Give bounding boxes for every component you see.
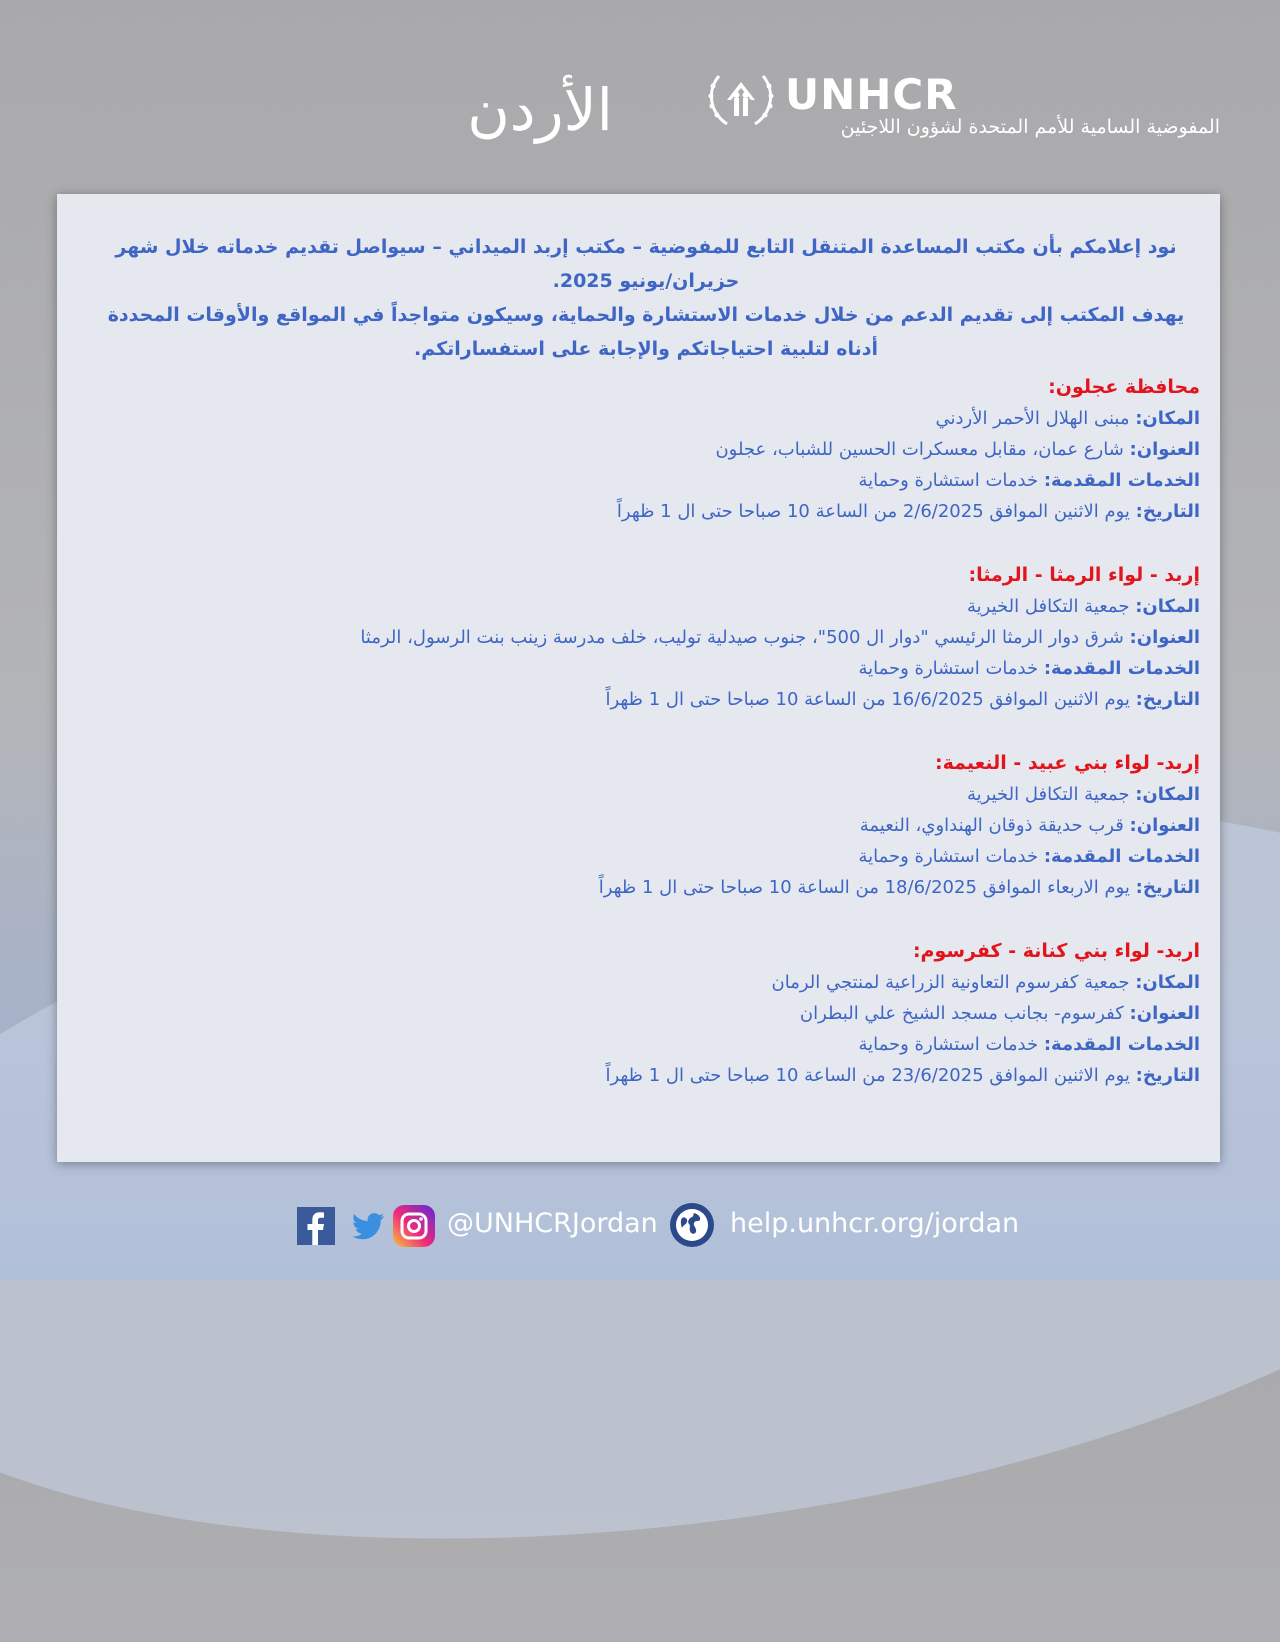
services-label: الخدمات المقدمة:: [1043, 470, 1200, 491]
address-value: شارع عمان، مقابل معسكرات الحسين للشباب، عجلون: [715, 439, 1124, 460]
services-label: الخدمات المقدمة:: [1043, 658, 1200, 679]
section-title: اربد- لواء بني كنانة - كفرسوم:: [912, 940, 1200, 962]
date-label: التاريخ:: [1135, 877, 1200, 898]
date-row: [92, 1060, 1200, 1091]
date-value: يوم الاثنين الموافق 2/6/2025 من الساعة 10 صباحا حتى ال 1 ظهراً: [616, 501, 1130, 522]
place-label: المكان:: [1135, 784, 1200, 805]
intro-line-2: يهدف المكتب إلى تقديم الدعم من خلال خدمات الاستشارة والحماية، وسيكون متواجداً في المواقع والأوقات المحددة أدناه لتلبية احتياجاتكم والإجابة على استفساراتكم.: [107, 304, 1185, 360]
services-label: الخدمات المقدمة:: [1043, 846, 1200, 867]
announcement-content: [92, 230, 1200, 1091]
services-row: [92, 841, 1200, 872]
address-row: [92, 998, 1200, 1029]
section-title: محافظة عجلون:: [1048, 376, 1200, 398]
social-handle[interactable]: @UNHCRJordan: [447, 1208, 658, 1239]
address-row: [92, 622, 1200, 653]
date-row: [92, 872, 1200, 903]
date-value: يوم الاربعاء الموافق 18/6/2025 من الساعة 10 صباحا حتى ال 1 ظهراً: [598, 877, 1130, 898]
location-section: [92, 372, 1200, 527]
place-value: مبنى الهلال الأحمر الأردني: [935, 408, 1130, 429]
date-row: [92, 684, 1200, 715]
date-label: التاريخ:: [1135, 501, 1200, 522]
instagram-icon[interactable]: [393, 1205, 435, 1247]
services-row: [92, 1029, 1200, 1060]
logo-text: UNHCR: [785, 70, 958, 119]
website-link[interactable]: help.unhcr.org/jordan: [730, 1208, 1020, 1239]
country-title: الأردن: [467, 76, 613, 144]
date-value: يوم الاثنين الموافق 23/6/2025 من الساعة 10 صباحا حتى ال 1 ظهراً: [605, 1065, 1130, 1086]
logo-subtitle: المفوضية السامية للأمم المتحدة لشؤون اللاجئين: [840, 116, 1220, 138]
section-title: إربد - لواء الرمثا - الرمثا:: [968, 564, 1200, 586]
place-row: [92, 403, 1200, 434]
services-value: خدمات استشارة وحماية: [858, 846, 1039, 867]
place-label: المكان:: [1135, 972, 1200, 993]
location-section: [92, 560, 1200, 715]
address-label: العنوان:: [1129, 627, 1200, 648]
unhcr-logo: [705, 68, 1220, 143]
section-title: إربد- لواء بني عبيد - النعيمة:: [935, 752, 1200, 774]
services-row: [92, 465, 1200, 496]
address-label: العنوان:: [1129, 439, 1200, 460]
globe-icon: [670, 1203, 714, 1247]
unhcr-emblem-icon: [705, 68, 777, 128]
place-row: [92, 967, 1200, 998]
address-value: شرق دوار الرمثا الرئيسي "دوار ال 500"، جنوب صيدلية توليب، خلف مدرسة زينب بنت الرسول، الرمثا: [360, 627, 1124, 648]
twitter-icon[interactable]: [349, 1207, 387, 1245]
services-label: الخدمات المقدمة:: [1043, 1034, 1200, 1055]
place-value: جمعية التكافل الخيرية: [967, 784, 1130, 805]
date-label: التاريخ:: [1135, 1065, 1200, 1086]
services-value: خدمات استشارة وحماية: [858, 1034, 1039, 1055]
facebook-icon[interactable]: [297, 1207, 335, 1245]
header: [0, 0, 1280, 190]
date-label: التاريخ:: [1135, 689, 1200, 710]
services-value: خدمات استشارة وحماية: [858, 658, 1039, 679]
place-row: [92, 779, 1200, 810]
address-row: [92, 810, 1200, 841]
place-value: جمعية التكافل الخيرية: [967, 596, 1130, 617]
footer: [0, 1190, 1280, 1260]
intro-paragraph: [92, 230, 1200, 366]
address-label: العنوان:: [1129, 1003, 1200, 1024]
place-label: المكان:: [1135, 408, 1200, 429]
services-value: خدمات استشارة وحماية: [858, 470, 1039, 491]
intro-line-1: نود إعلامكم بأن مكتب المساعدة المتنقل التابع للمفوضية – مكتب إربد الميداني – سيواصل تقديم خدماته خلال شهر حزيران/يونيو 2025.: [115, 236, 1177, 292]
place-label: المكان:: [1135, 596, 1200, 617]
date-value: يوم الاثنين الموافق 16/6/2025 من الساعة 10 صباحا حتى ال 1 ظهراً: [605, 689, 1130, 710]
location-section: [92, 936, 1200, 1091]
announcement-card: [57, 194, 1220, 1162]
date-row: [92, 496, 1200, 527]
place-value: جمعية كفرسوم التعاونية الزراعية لمنتجي الرمان: [771, 972, 1130, 993]
address-value: كفرسوم- بجانب مسجد الشيخ علي البطران: [799, 1003, 1124, 1024]
address-row: [92, 434, 1200, 465]
address-value: قرب حديقة ذوقان الهنداوي، النعيمة: [859, 815, 1124, 836]
address-label: العنوان:: [1129, 815, 1200, 836]
place-row: [92, 591, 1200, 622]
services-row: [92, 653, 1200, 684]
location-section: [92, 748, 1200, 903]
